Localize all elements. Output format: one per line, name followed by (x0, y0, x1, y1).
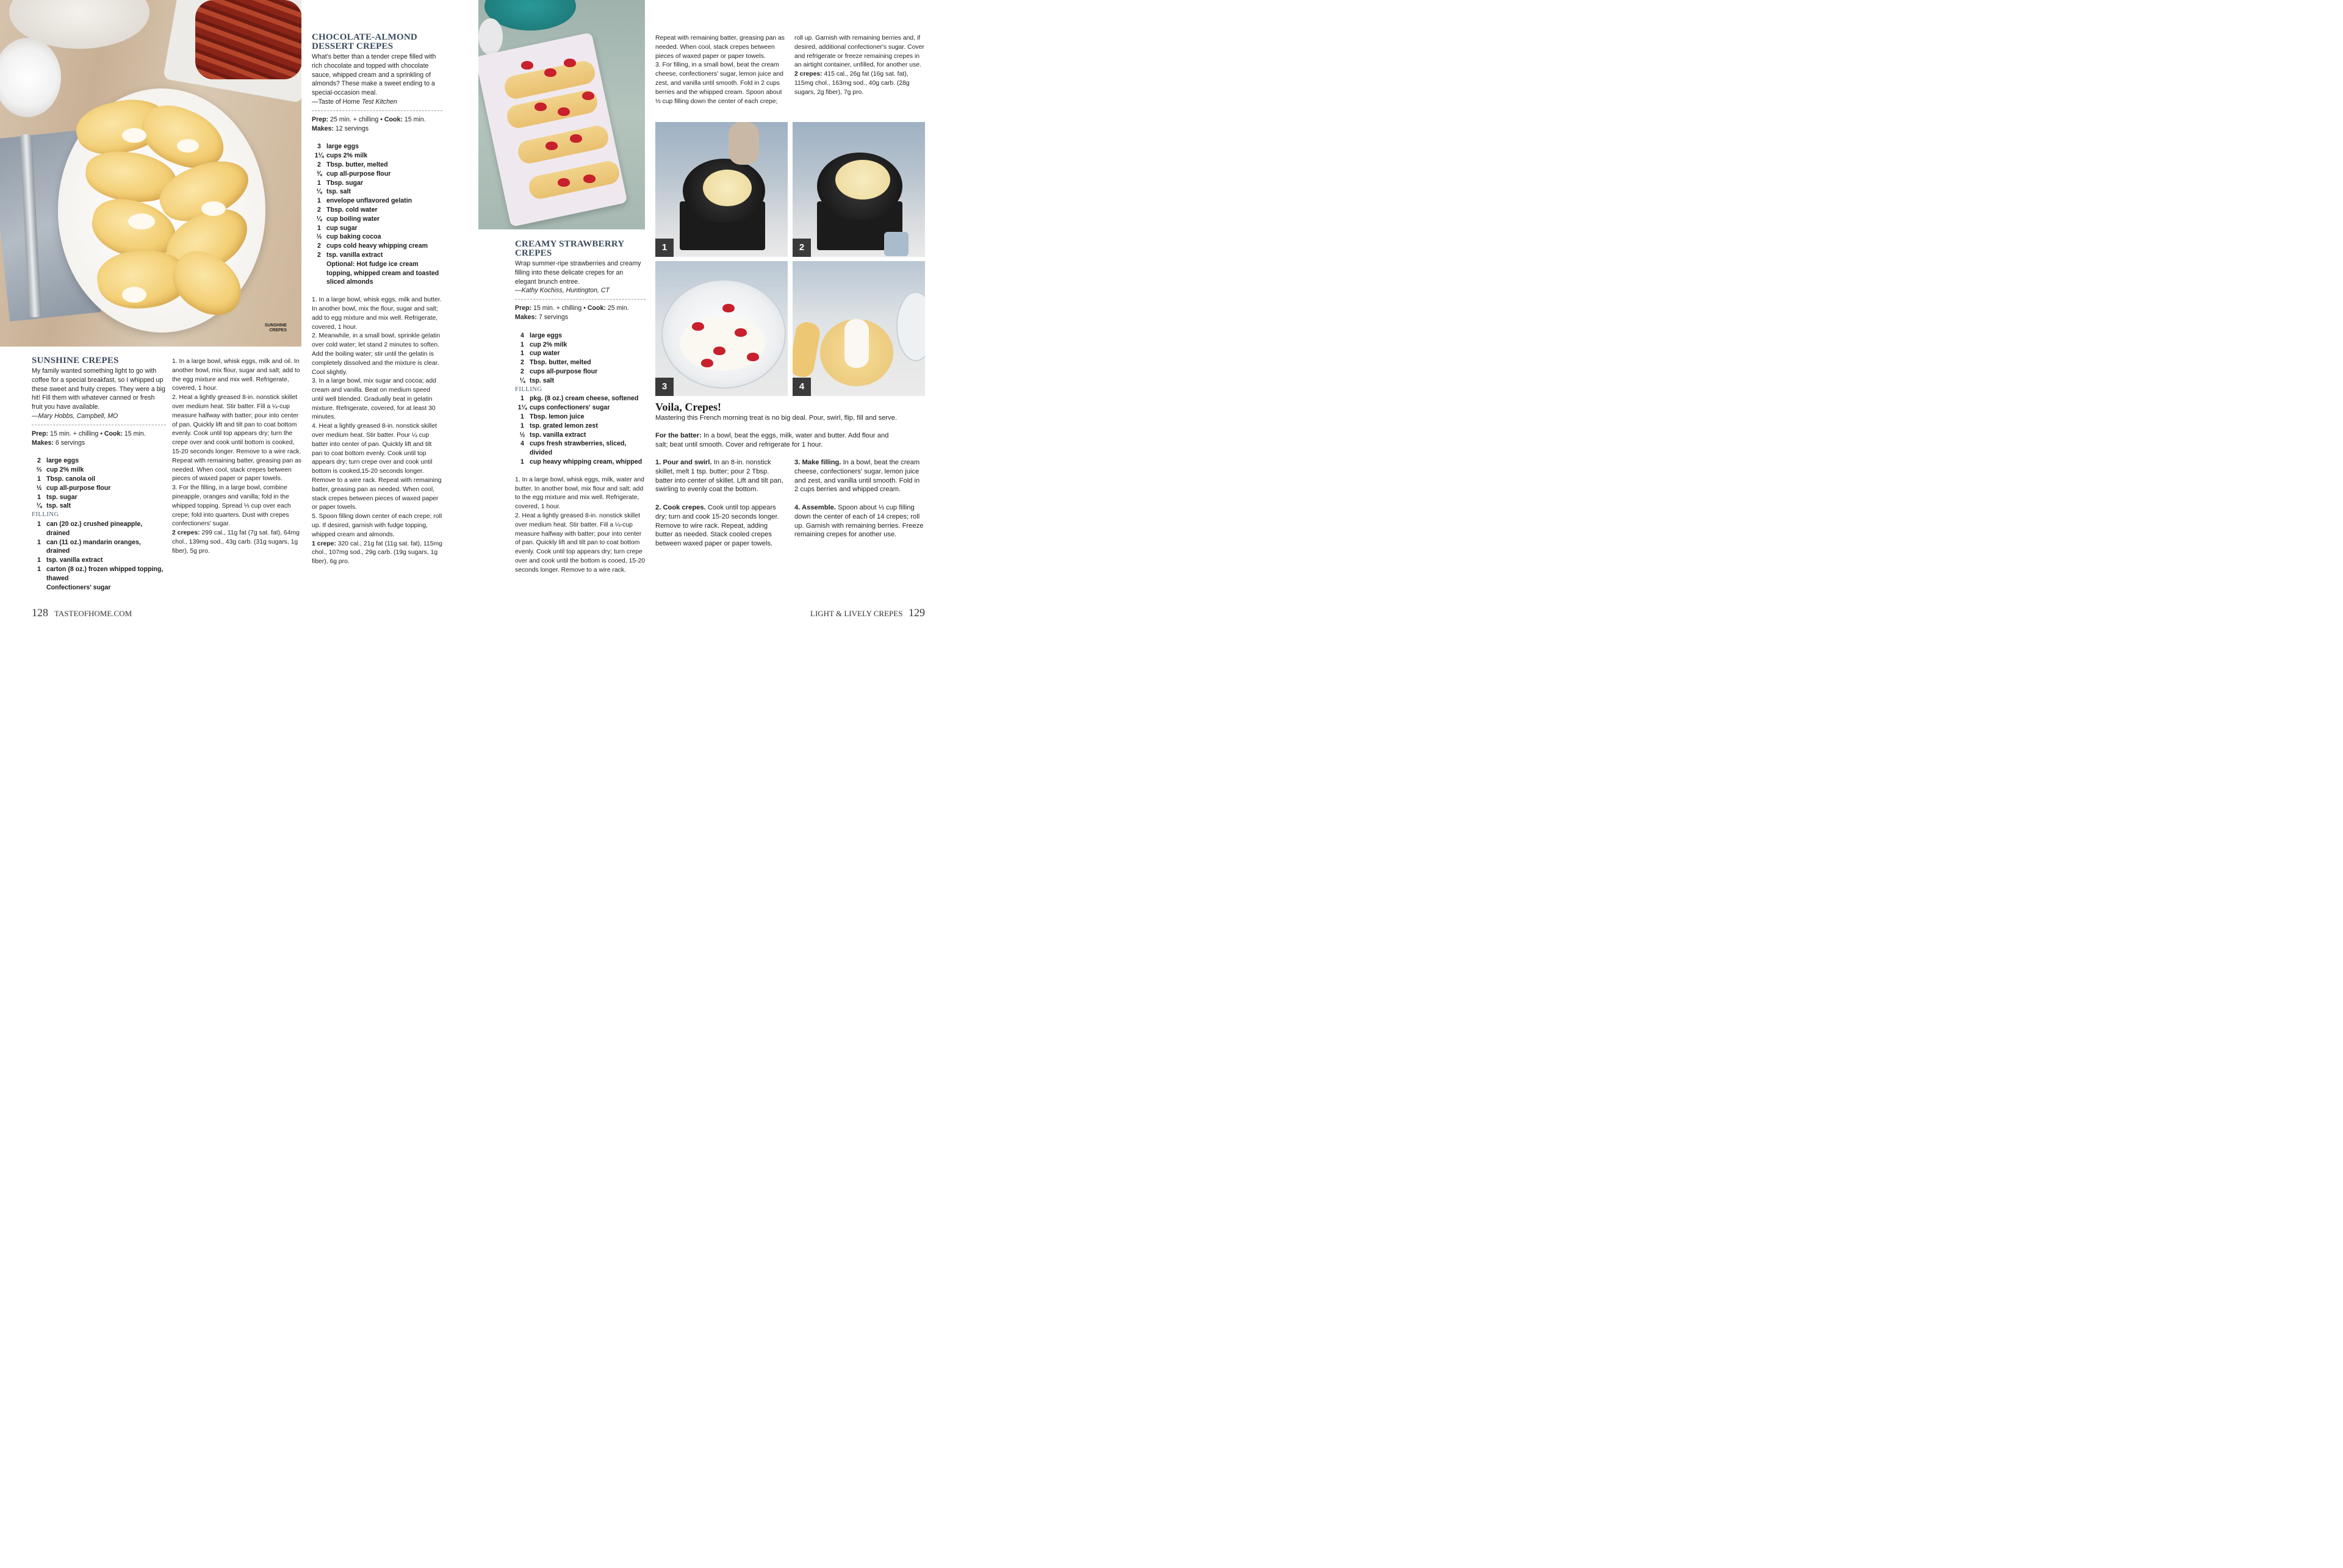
cream-image (122, 287, 146, 303)
strawberry-image (534, 102, 547, 111)
ingredient: 1¼ cups 2% milk (314, 152, 368, 160)
strawberry-directions-cont (655, 34, 785, 106)
direction-step: Repeat with remaining batter, greasing pan as needed. When cool, stack crepes between pieces of waxed paper or paper towels. (655, 35, 785, 60)
ingredient: 1 cup 2% milk (520, 340, 567, 348)
strawberry-image (701, 359, 713, 367)
strawberry-filling (515, 394, 646, 466)
ingredient: 3 large eggs (317, 143, 359, 151)
sugar-dish-image (478, 18, 503, 55)
filling-label: FILLING (515, 386, 542, 393)
sunshine-makes: Makes: 6 servings (32, 439, 85, 447)
step-photo-2 (793, 122, 925, 257)
sugar-bowl-image (0, 38, 61, 117)
chocolate-directions (312, 296, 442, 567)
ingredient: 1 Tbsp. sugar (317, 179, 364, 187)
ingredient: 1 cup water (520, 350, 560, 358)
strawberry-crepes-photo (478, 0, 645, 229)
ingredient: 2 large eggs (37, 457, 79, 465)
direction-step: 1. In a large bowl, whisk eggs, milk and oil. In another bowl, mix flour, sugar and salt; add to the egg mixture and mix well. Refrigerate, covered, 1 hour. (172, 358, 300, 392)
ingredient: ¼ tsp. salt (519, 376, 555, 384)
chocolate-ingredients (312, 142, 442, 287)
strawberry-makes: Makes: 7 servings (515, 313, 569, 321)
crepe-image (835, 160, 890, 200)
direction-step: 3. For the filling, in a large bowl, combine pineapple, oranges and vanilla; fold in the whipped topping. Spread ⅓ cup over each crepe; fold into quarters. Dust with crepes confectioners' sugar. (172, 484, 291, 528)
divider (312, 110, 442, 111)
nutrition: 2 crepes: 415 cal., 26g fat (16g sat. fat), 115mg chol., 163mg sod., 40g carb. (28g sugars, 2g fiber), 7g pro. (794, 71, 910, 96)
strawberry-image (713, 347, 725, 355)
ingredient: ¼ tsp. salt (316, 188, 351, 196)
ingredient: 1 envelope unflavored gelatin (317, 197, 412, 205)
sunshine-filling (32, 520, 166, 592)
strawberry-image (564, 59, 576, 67)
sunshine-crepes-photo (0, 0, 301, 347)
strawberry-image (558, 178, 570, 187)
sunshine-prep: Prep: 15 min. + chilling • Cook: 15 min. (32, 430, 146, 437)
voila-step-4: 4. Assemble. Spoon about ⅓ cup filling down the center of each of 14 crepes; roll up. Garnish with remaining berries. Freeze remaining crepes for another use. (794, 504, 924, 539)
step-number: 2 (793, 239, 811, 257)
ingredient: 1 cup heavy whipping cream, whipped (520, 458, 642, 466)
cream-image (177, 139, 199, 153)
strawberry-image (722, 304, 735, 312)
voila-step-3: 3. Make filling. In a bowl, beat the cream cheese, confectioners' sugar, lemon juice and zest, and vanilla until smooth. Fold in 2 cups berries and whipped cream. (794, 459, 920, 494)
ingredient: ½ cup all-purpose flour (36, 484, 111, 492)
direction-step: 2. Heat a lightly greased 8-in. nonstick skillet over medium heat. Stir batter. Fill a ¼-cup measure halfway with batter; pour into center of pan. Quickly lift and tilt pan to coat bottom evenly. Cook until top appears dry; turn the crepe over and cook until bottom is cooked, 15-20 seconds longer. Remove to a wire rack. Repeat with remaining batter, greasing pan as needed. When cool, stack crepes between pieces of waxed paper or paper towels. (172, 394, 301, 483)
direction-step: 1. In a large bowl, whisk eggs, milk, water and butter. In another bowl, mix flour and salt; add to the egg mixture and mix well. Refrigerate, covered, 1 hour. (515, 476, 644, 511)
ingredient: 1 tsp. grated lemon zest (520, 422, 598, 430)
cream-image (122, 128, 146, 143)
voila-step-1: 1. Pour and swirl. In an 8-in. nonstick skillet, melt 1 tsp. butter; pour 2 Tbsp. batter into center of skillet. Lift and tilt pan, swirling to evenly coat the bottom. (655, 459, 783, 494)
direction-step: 2. Meanwhile, in a small bowl, sprinkle gelatin over cold water; let stand 2 minutes to soften. Add the boiling water; stir until the gelatin is completely dissolved and the mixture is clear. Cool slightly. (312, 333, 441, 376)
page-number-left: 128 (32, 606, 48, 619)
strawberry-image (570, 134, 582, 143)
ingredient: 1 cup sugar (317, 224, 358, 232)
ingredient: 2 Tbsp. cold water (317, 206, 378, 214)
strawberry-image (521, 61, 533, 70)
footer-site: TASTEOFHOME.COM (54, 609, 132, 618)
ingredient: 1 Tbsp. canola oil (37, 475, 96, 483)
divider (515, 299, 646, 300)
strawberry-ingredients (515, 331, 646, 386)
ingredient: ½ tsp. vanilla extract (519, 431, 586, 439)
page-number-right: 129 (909, 606, 925, 619)
ingredient: 2 Tbsp. butter, melted (520, 359, 591, 367)
sunshine-directions (172, 358, 301, 556)
sunshine-intro: My family wanted something light to go with coffee for a special breakfast, so I whipped up these sweet and fruity crepes. They were a big hit! Fill them with whatever canned or fresh fruit you have available. (32, 367, 165, 411)
step-photo-3 (655, 261, 788, 396)
ingredient: 2 Tbsp. butter, melted (317, 160, 388, 168)
step-photo-1 (655, 122, 788, 257)
ingredient: ½ cup baking cocoa (316, 233, 381, 241)
voila-title: Voila, Crepes! (655, 401, 721, 413)
ingredient: 1 pkg. (8 oz.) cream cheese, softened (520, 395, 639, 403)
ingredient: 2 cups cold heavy whipping cream (317, 242, 428, 250)
ingredient: 1 Tbsp. lemon juice (520, 412, 585, 420)
ingredient: 1 tsp. vanilla extract (37, 556, 103, 564)
sunshine-title: SUNSHINE CREPES (32, 356, 119, 365)
strawberry-image (747, 353, 759, 361)
ingredient: ¾ cup all-purpose flour (316, 170, 391, 178)
direction-step: 3. For filling, in a small bowl, beat the cream cheese, confectioners' sugar, lemon juice and zest, and vanilla until smooth. Fold in 2 cups berries and the whipped cream. Spoon about ⅓ cup filling down the center of each crepe; (655, 62, 783, 105)
ingredient: ⅔ cup 2% milk (36, 466, 84, 474)
cream-image (128, 214, 155, 229)
chocolate-title-line1: CHOCOLATE-ALMOND (312, 32, 417, 42)
ingredient: 2 cups all-purpose flour (520, 367, 598, 375)
strawberry-directions-cont2 (794, 34, 925, 98)
step-number: 3 (655, 378, 674, 396)
chocolate-credit: —Taste of Home Test Kitchen (312, 98, 397, 106)
strawberry-intro: Wrap summer-ripe strawberries and creamy filling into these delicate crepes for an elegant brunch entree. (515, 260, 641, 286)
direction-step: 1. In a large bowl, whisk eggs, milk and butter. In another bowl, mix the flour, sugar and salt; add to egg mixture and mix well. Refrigerate, covered, 1 hour. (312, 297, 442, 331)
chocolate-prep: Prep: 25 min. + chilling • Cook: 15 min. (312, 115, 426, 123)
ingredient: Optional: Hot fudge ice cream topping, whipped cream and toasted sliced almonds (326, 260, 439, 286)
chocolate-intro: What's better than a tender crepe filled with rich chocolate and topped with chocolate sauce, whipped cream and a sprinkling of almonds? These make a sweet ending to a special-occasion meal. (312, 53, 436, 97)
strawberry-image (582, 92, 594, 100)
direction-step: 2. Heat a lightly greased 8-in. nonstick skillet over medium heat. Stir batter. Fill a ¼-cup measure halfway with batter; pour into center of pan. Quickly lift and tilt pan to coat bottom evenly. Cook until top appears dry; turn crepe over and cook until the bottom is cooed, 15-20 seconds longer. Remove to a wire rack. (515, 512, 646, 574)
direction-step: 5. Spoon filling down center of each crepe; roll up. If desired, garnish with fudge topping, whipped cream and almonds. (312, 513, 442, 538)
strawberry-title-line1: CREAMY STRAWBERRY (515, 239, 625, 249)
chocolate-makes: Makes: 12 servings (312, 124, 369, 132)
footer-section: LIGHT & LIVELY CREPES (810, 609, 903, 618)
filling-image (844, 319, 869, 368)
filling-label: FILLING (32, 511, 59, 519)
strawberry-credit: —Kathy Kochiss, Huntington, CT (515, 287, 610, 295)
strawberry-image (692, 322, 704, 331)
spatula-image (884, 232, 909, 256)
strawberry-prep: Prep: 15 min. + chilling • Cook: 25 min. (515, 304, 629, 312)
ingredient: Confectioners' sugar (46, 583, 111, 591)
bacon-image (195, 0, 301, 79)
strawberry-image (545, 142, 558, 150)
ingredient: 1 can (20 oz.) crushed pineapple, drained (37, 520, 143, 537)
ingredient: 2 tsp. vanilla extract (317, 251, 383, 259)
photo-caption: SUNSHINE CREPES (264, 323, 287, 333)
batter-image (703, 170, 752, 206)
strawberry-directions (515, 476, 646, 575)
ingredient: 1 carton (8 oz.) frozen whipped topping, thawed (37, 565, 164, 582)
voila-step-2: 2. Cook crepes. Cook until top appears dry; turn and cook 15-20 seconds longer. Remove to wire rack. Repeat, adding butter as needed. Stack cooled crepes between waxed paper or paper towels. (655, 504, 779, 548)
voila-intro: Mastering this French morning treat is no big deal. Pour, swirl, flip, fill and serve. (655, 414, 898, 422)
strawberry-title-line2: CREPES (515, 248, 552, 258)
strawberry-image (583, 174, 596, 183)
step-photo-4 (793, 261, 925, 396)
ingredient: 4 cups fresh strawberries, sliced, divided (520, 440, 627, 457)
ingredient: 1 can (11 oz.) mandarin oranges, drained (37, 538, 141, 555)
ingredient: ¼ cup boiling water (316, 215, 380, 223)
ingredient: 1¼ cups confectioners' sugar (517, 404, 610, 412)
ingredient: ¼ tsp. salt (36, 502, 71, 510)
ingredient: 1 tsp. sugar (37, 493, 77, 501)
hand-image (729, 122, 759, 165)
direction-step: roll up. Garnish with remaining berries and, if desired, additional confectioner's sugar. Cover and refrigerate or freeze remaining crepes in an airtight container, unfilled, for another use. (794, 35, 924, 69)
strawberry-image (558, 107, 570, 116)
strawberry-image (735, 328, 747, 337)
direction-step: 4. Heat a lightly greased 8-in. nonstick skillet over medium heat. Stir batter. Pour ¼ cup batter into center of pan. Quickly lift and tilt pan to coat bottom evenly. Cook until top appears dry; turn crepe over and cook until bottom is cooked,15-20 seconds longer. Remove to a wire rack. Repeat with remaining batter, greasing pan as needed. When cool, stack crepes between pieces of waxed paper or paper towels. (312, 423, 442, 511)
chocolate-title-line2: DESSERT CREPES (312, 41, 394, 51)
nutrition: 1 crepe: 320 cal., 21g fat (11g sat. fat), 115mg chol., 107mg sod., 29g carb. (19g sugars, 1g fiber), 6g pro. (312, 540, 442, 566)
sunshine-ingredients (32, 456, 166, 511)
nutrition: 2 crepes: 299 cal., 11g fat (7g sat. fat), 64mg chol., 139mg sod., 43g carb. (31g sugars, 1g fiber), 5g pro. (172, 530, 300, 555)
cream-image (201, 201, 226, 216)
voila-batter: For the batter: In a bowl, beat the eggs, milk, water and butter. Add flour and salt; beat until smooth. Cover and refrigerate for 1 hour. (655, 432, 889, 448)
direction-step: 3. In a large bowl, mix sugar and cocoa; add cream and vanilla. Beat on medium speed until well blended. Gradually beat in gelatin mixture. Refrigerate, covered, for at least 30 minutes. (312, 378, 436, 421)
strawberry-image (544, 68, 556, 77)
sunshine-credit: —Mary Hobbs, Campbell, MO (32, 412, 118, 420)
step-number: 1 (655, 239, 674, 257)
ingredient: 4 large eggs (520, 331, 562, 339)
step-number: 4 (793, 378, 811, 396)
